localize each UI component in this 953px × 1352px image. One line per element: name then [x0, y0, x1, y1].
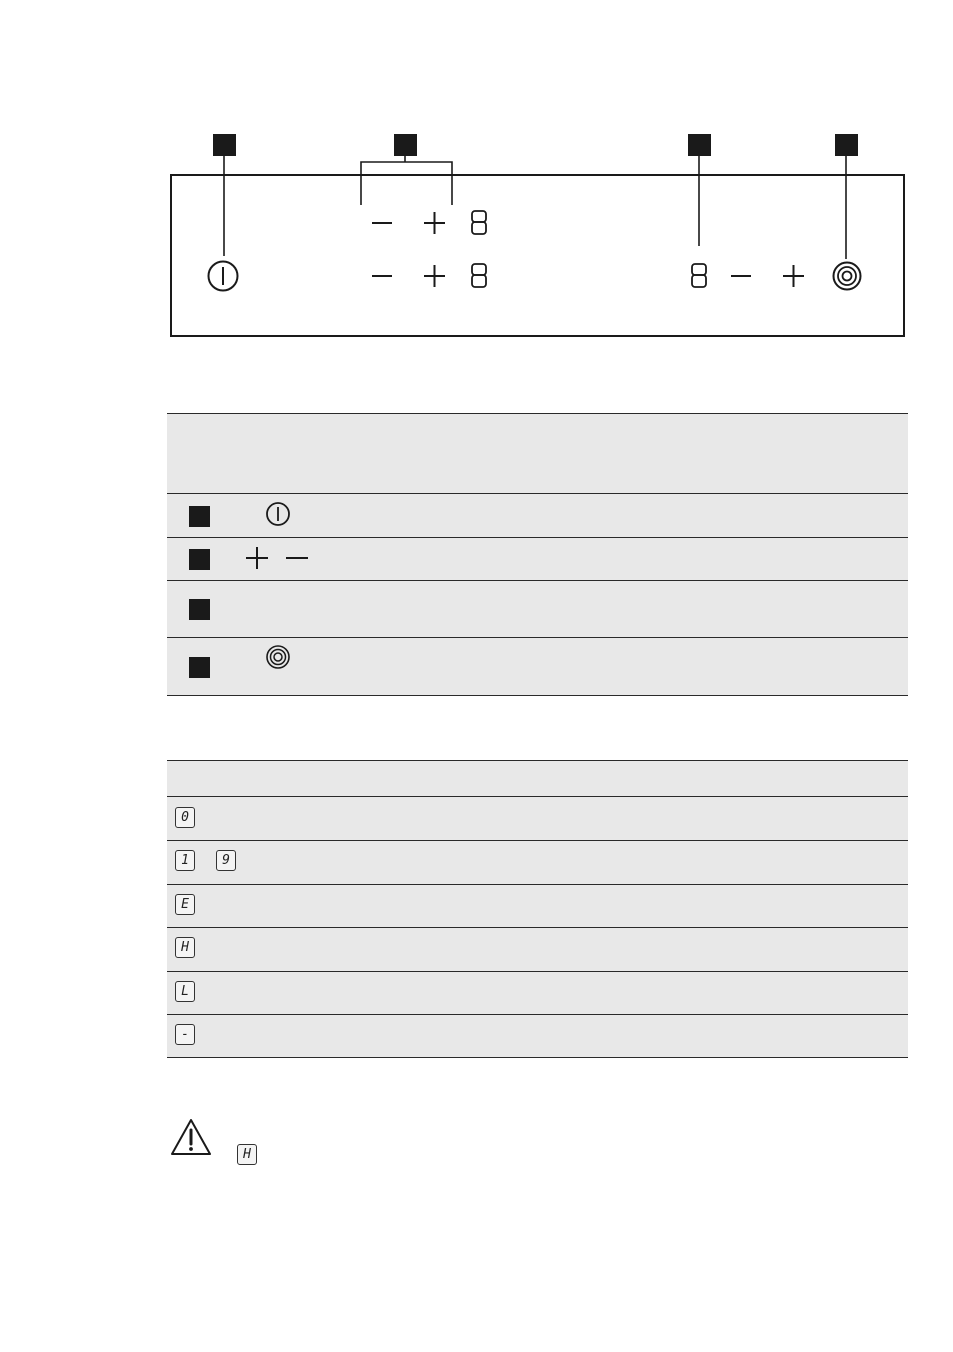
seven-segment-display-icon [472, 211, 486, 234]
display-symbol: H [175, 937, 195, 958]
table-row [167, 841, 908, 885]
seven-segment-display-icon [472, 264, 486, 287]
warning-triangle-icon [170, 1118, 212, 1156]
callout-marker-3 [688, 134, 711, 156]
table-header [167, 760, 908, 797]
row-marker [189, 599, 210, 620]
table-row [167, 928, 908, 972]
table-row [167, 494, 908, 538]
power-icon [265, 501, 291, 527]
display-symbol: 0 [175, 807, 195, 828]
display-symbol: - [175, 1024, 195, 1045]
table-row [167, 972, 908, 1015]
callout-marker-1 [213, 134, 236, 156]
minus-icon [284, 545, 310, 571]
seven-segment-display-icon [692, 264, 706, 287]
controls-table [167, 413, 908, 696]
display-table [167, 760, 908, 1058]
display-symbol: 1 [175, 850, 195, 871]
row-marker [189, 549, 210, 570]
display-symbol: 9 [216, 850, 236, 871]
table-row [167, 1015, 908, 1058]
power-icon [209, 262, 238, 291]
dual-zone-icon [834, 263, 861, 290]
callout-marker-2 [394, 134, 417, 156]
dual-zone-icon [265, 644, 291, 670]
table-row [167, 885, 908, 928]
table-header [167, 413, 908, 494]
display-symbol: L [175, 981, 195, 1002]
plus-icon [424, 212, 445, 234]
hob-panel-outline [171, 175, 904, 336]
table-row [167, 581, 908, 638]
table-row [167, 638, 908, 696]
plus-icon [783, 265, 804, 287]
display-symbol: H [237, 1144, 257, 1165]
row-marker [189, 657, 210, 678]
display-symbol: E [175, 894, 195, 915]
table-row [167, 797, 908, 841]
leader-bracket-2 [361, 156, 452, 205]
table-row [167, 538, 908, 581]
callout-marker-4 [835, 134, 858, 156]
plus-icon [244, 545, 270, 571]
control-panel-diagram [0, 0, 953, 360]
plus-icon [424, 265, 445, 287]
row-marker [189, 506, 210, 527]
